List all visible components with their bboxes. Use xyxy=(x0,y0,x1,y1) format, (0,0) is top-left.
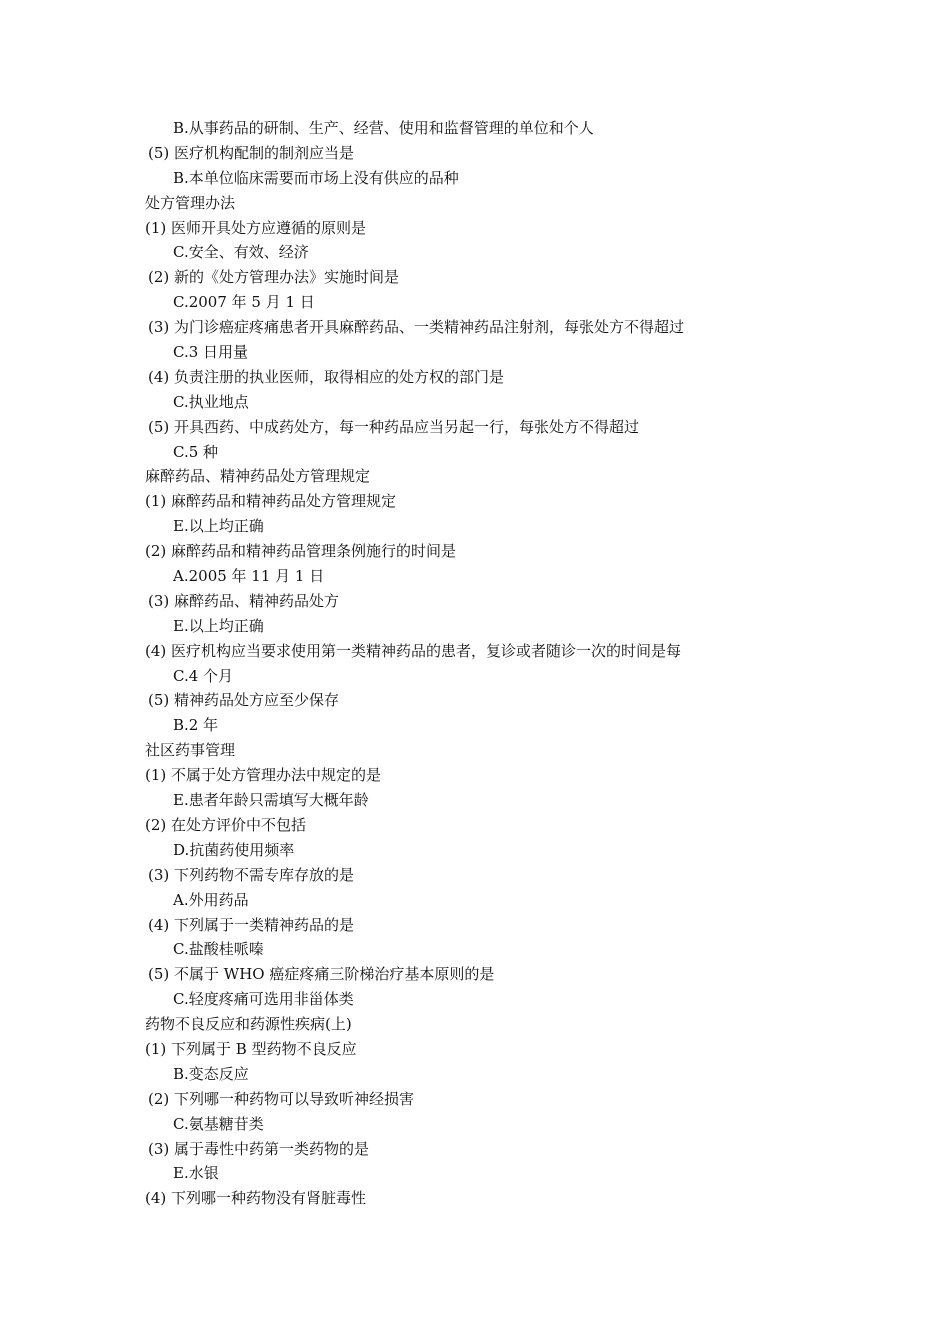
question-line: (1) 不属于处方管理办法中规定的是 xyxy=(145,766,382,785)
answer-line: A.外用药品 xyxy=(173,890,249,909)
answer-line: B.本单位临床需要而市场上没有供应的品种 xyxy=(173,168,459,187)
question-line: (4) 下列属于一类精神药品的是 xyxy=(148,915,355,934)
question-line: (4) 医疗机构应当要求使用第一类精神药品的患者，复诊或者随诊一次的时间是每 xyxy=(145,641,682,660)
answer-line: C.4 个月 xyxy=(173,666,234,685)
question-line: (3) 麻醉药品、精神药品处方 xyxy=(148,591,340,610)
question-line: (5) 精神药品处方应至少保存 xyxy=(148,691,340,710)
question-line: (4) 下列哪一种药物没有肾脏毒性 xyxy=(145,1189,367,1208)
question-line: (2) 新的《处方管理办法》实施时间是 xyxy=(148,268,400,287)
section-heading: 处方管理办法 xyxy=(145,193,236,212)
question-line: (3) 下列药物不需专库存放的是 xyxy=(148,865,355,884)
answer-line: C.盐酸桂哌嗪 xyxy=(173,940,264,959)
question-line: (2) 麻醉药品和精神药品管理条例施行的时间是 xyxy=(145,542,457,561)
answer-line: C.氨基糖苷类 xyxy=(173,1114,264,1133)
answer-line: C.5 种 xyxy=(173,442,219,461)
answer-line: C.执业地点 xyxy=(173,392,249,411)
question-line: (2) 下列哪一种药物可以导致听神经损害 xyxy=(148,1089,415,1108)
answer-line: C.轻度疼痛可选用非甾体类 xyxy=(173,990,354,1009)
question-line: (5) 医疗机构配制的制剂应当是 xyxy=(148,143,355,162)
answer-line: B.变态反应 xyxy=(173,1064,249,1083)
answer-line: E.以上均正确 xyxy=(173,616,264,635)
answer-line: A.2005 年 11 月 1 日 xyxy=(173,567,325,586)
answer-line: C.安全、有效、经济 xyxy=(173,243,309,262)
answer-line: C.3 日用量 xyxy=(173,343,249,362)
answer-line: B.2 年 xyxy=(173,716,219,735)
question-line: (1) 医师开具处方应遵循的原则是 xyxy=(145,218,367,237)
question-line: (3) 属于毒性中药第一类药物的是 xyxy=(148,1139,370,1158)
section-heading: 药物不良反应和药源性疾病(上) xyxy=(145,1015,352,1034)
answer-line: E.以上均正确 xyxy=(173,517,264,536)
section-heading: 麻醉药品、精神药品处方管理规定 xyxy=(145,467,371,486)
answer-line: C.2007 年 5 月 1 日 xyxy=(173,293,315,312)
question-line: (1) 麻醉药品和精神药品处方管理规定 xyxy=(145,492,397,511)
answer-line: E.患者年龄只需填写大概年龄 xyxy=(173,791,369,810)
answer-line: B.从事药品的研制、生产、经营、使用和监督管理的单位和个人 xyxy=(173,119,594,137)
section-heading: 社区药事管理 xyxy=(145,741,236,760)
question-line: (5) 不属于 WHO 癌症疼痛三阶梯治疗基本原则的是 xyxy=(148,965,495,984)
question-line: (1) 下列属于 B 型药物不良反应 xyxy=(145,1039,357,1058)
question-line: (4) 负责注册的执业医师，取得相应的处方权的部门是 xyxy=(148,367,505,386)
question-line: (5) 开具西药、中成药处方，每一种药品应当另起一行，每张处方不得超过 xyxy=(148,417,640,436)
answer-line: E.水银 xyxy=(173,1164,219,1183)
question-line: (3) 为门诊癌症疼痛患者开具麻醉药品、一类精神药品注射剂，每张处方不得超过 xyxy=(148,318,685,337)
question-line: (2) 在处方评价中不包括 xyxy=(145,815,307,834)
answer-line: D.抗菌药使用频率 xyxy=(173,840,295,859)
document-body xyxy=(0,116,684,1211)
